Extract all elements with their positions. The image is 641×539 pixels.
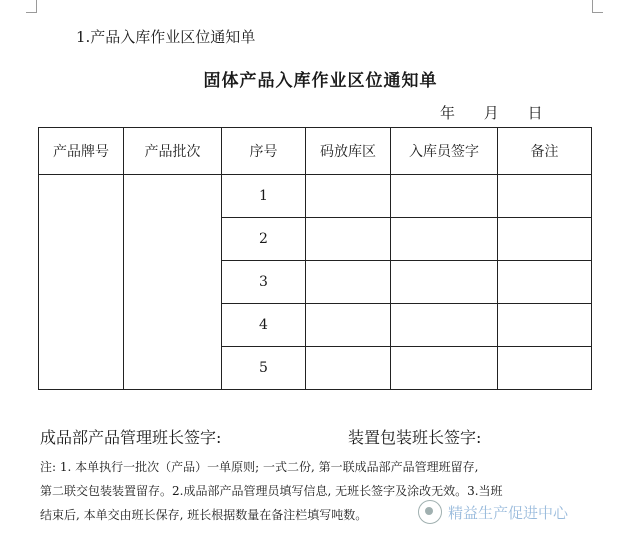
date-row [440,102,567,123]
crop-mark-top-left [26,0,37,13]
product-grade-cell[interactable] [39,175,124,390]
receiver-signature-cell[interactable] [391,261,498,304]
storage-area-cell[interactable] [306,175,391,218]
receiver-signature-cell[interactable] [391,347,498,390]
header-receiver-signature: 入库员签字 [391,128,498,175]
header-product-batch: 产品批次 [124,128,222,175]
product-batch-cell[interactable] [124,175,222,390]
watermark [418,498,568,526]
watermark-text: 精益生产促进中心 [448,503,569,522]
receiver-signature-cell[interactable] [391,218,498,261]
wechat-logo-icon [418,500,442,524]
header-remarks: 备注 [498,128,592,175]
header-product-grade: 产品牌号 [39,128,124,175]
storage-area-cell[interactable] [306,347,391,390]
storage-area-cell[interactable] [306,261,391,304]
date-month-label: 月 [483,104,499,122]
note-line: 结束后, 本单交由班长保存, 班长根据数量在备注栏填写吨数。 [40,508,368,522]
storage-area-cell[interactable] [306,304,391,347]
notice-form-table [38,127,592,390]
storage-area-cell[interactable] [306,218,391,261]
crop-mark-top-right [592,0,603,13]
header-storage-area: 码放库区 [306,128,391,175]
packaging-leader-signature-label: 装置包装班长签字: [348,428,482,447]
table-row [39,175,592,218]
date-day-label: 日 [527,104,543,122]
remarks-cell[interactable] [498,218,592,261]
product-management-leader-signature-label: 成品部产品管理班长签字: [40,428,222,447]
date-year-label: 年 [440,104,456,122]
serial-cell: 4 [222,304,306,347]
serial-cell: 3 [222,261,306,304]
serial-cell: 1 [222,175,306,218]
remarks-cell[interactable] [498,304,592,347]
note-line: 第二联交包装装置留存。2.成品部产品管理员填写信息, 无班长签字及涂改无效。3.当班 [40,484,503,498]
remarks-cell[interactable] [498,347,592,390]
serial-cell: 2 [222,218,306,261]
serial-cell: 5 [222,347,306,390]
note-line: 注: 1. 本单执行一批次（产品）一单原则; 一式二份, 第一联成品部产品管理班留存, [40,460,479,474]
section-heading: 1.产品入库作业区位通知单 [76,28,256,46]
receiver-signature-cell[interactable] [391,175,498,218]
remarks-cell[interactable] [498,175,592,218]
table-header-row [39,128,592,175]
remarks-cell[interactable] [498,261,592,304]
receiver-signature-cell[interactable] [391,304,498,347]
header-serial-number: 序号 [222,128,306,175]
document-title: 固体产品入库作业区位通知单 [203,71,438,91]
